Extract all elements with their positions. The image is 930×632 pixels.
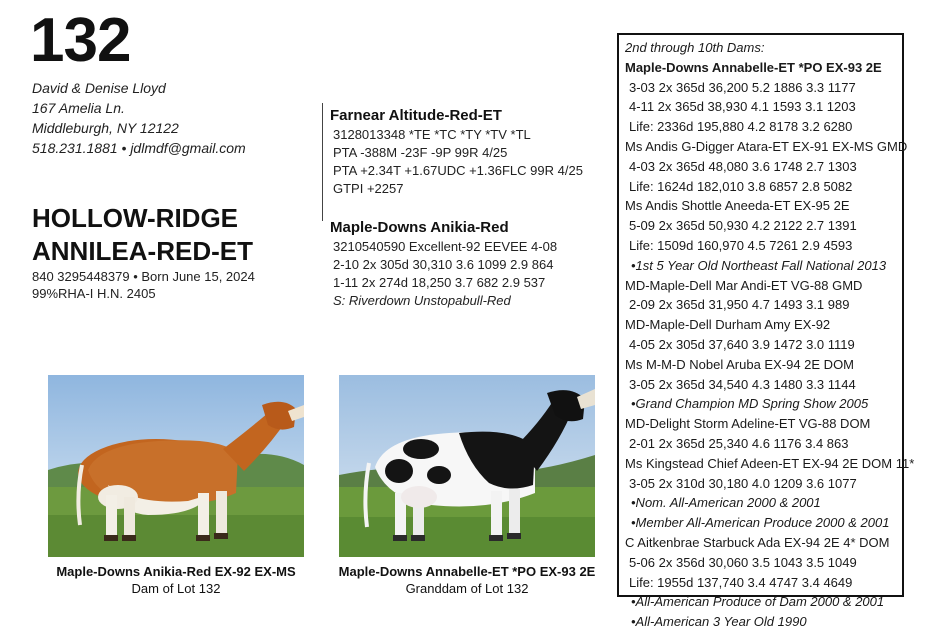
sire-line: 3128013348 *TE *TC *TY *TV *TL [333,127,531,142]
owner-address: 167 Amelia Ln. [32,100,125,116]
production-record: 5-09 2x 365d 50,930 4.2 2122 2.7 1391 [629,218,857,234]
breed-line: 99%RHA-I H.N. 2405 [32,286,156,301]
granddam-photo-title: Maple-Downs Annabelle-ET *PO EX-93 2E [338,564,596,579]
sire-line: GTPI +2257 [333,181,404,196]
production-record: Life: 1509d 160,970 4.5 7261 2.9 4593 [629,237,853,253]
dam-sire-note: S: Riverdown Unstopabull-Red [333,293,511,308]
dam-block [330,218,557,310]
dam-line: 1-11 2x 274d 18,250 3.7 682 2.9 537 [333,275,546,290]
production-record: 4-05 2x 305d 37,640 3.9 1472 3.0 1119 [629,336,855,352]
dams-heading: 2nd through 10th Dams: [625,40,765,55]
granddam-photo-subtitle: Granddam of Lot 132 [405,581,529,596]
sire-name: Farnear Altitude-Red-ET [330,107,502,124]
owner-contact: 518.231.1881 • jdlmdf@gmail.com [32,140,246,156]
production-record: 3-03 2x 365d 36,200 5.2 1886 3.3 1177 [629,79,856,95]
production-record: 4-03 2x 365d 48,080 3.6 1748 2.7 1303 [629,158,857,174]
production-record: Life: 1624d 182,010 3.8 6857 2.8 5082 [629,178,853,194]
production-record: Life: 1955d 137,740 3.4 4747 3.4 4649 [629,574,853,590]
animal-name-line1: HOLLOW-RIDGE [32,203,239,233]
dam-entry-name: MD-Delight Storm Adeline-ET VG-88 DOM [625,416,871,432]
dam-photo-caption [28,563,324,597]
red-white-cow-image [48,375,304,557]
achievement-note: •Member All-American Produce 2000 & 2001 [631,515,890,531]
black-white-cow-image [339,375,595,557]
dam-photo-subtitle: Dam of Lot 132 [131,581,221,596]
achievement-note: •1st 5 Year Old Northeast Fall National 2013 [631,257,887,273]
production-record: 2-01 2x 365d 25,340 4.6 1176 3.4 863 [629,435,849,451]
achievement-note: •Grand Champion MD Spring Show 2005 [631,396,869,412]
dam-entry-name: C Aitkenbrae Starbuck Ada EX-94 2E 4* DOM [625,534,890,550]
production-record: 3-05 2x 365d 34,540 4.3 1480 3.3 1144 [629,376,856,392]
production-record: 5-06 2x 356d 30,060 3.5 1043 3.5 1049 [629,554,857,570]
pedigree-divider [322,103,323,221]
granddam-photo-caption [319,563,615,597]
dam-photo [48,375,304,557]
owner-city: Middleburgh, NY 12122 [32,120,179,136]
dam-entry-name: Maple-Downs Annabelle-ET *PO EX-93 2E [625,59,882,75]
production-record: 4-11 2x 365d 38,930 4.1 1593 3.1 1203 [629,99,856,115]
production-record: Life: 2336d 195,880 4.2 8178 3.2 6280 [629,119,853,135]
owner-info [32,78,246,158]
dam-name: Maple-Downs Anikia-Red [330,219,509,236]
production-record: 3-05 2x 310d 30,180 4.0 1209 3.6 1077 [629,475,857,491]
dam-entry-name: Ms Kingstead Chief Adeen-ET EX-94 2E DOM 11* [625,455,915,471]
granddam-photo [339,375,595,557]
dam-entry-name: Ms Andis Shottle Aneeda-ET EX-95 2E [625,198,850,214]
dams-lines [625,58,915,632]
dam-line: 3210540590 Excellent-92 EEVEE 4-08 [333,239,558,254]
lot-number: 132 [30,6,131,75]
dam-entry-name: Ms M-M-D Nobel Aruba EX-94 2E DOM [625,356,855,372]
dam-entry-name: Ms Andis G-Digger Atara-ET EX-91 EX-MS GMD [625,138,908,154]
animal-name-line2: ANNILEA-RED-ET [32,236,253,266]
dams-list [625,38,915,632]
dam-photo-title: Maple-Downs Anikia-Red EX-92 EX-MS [56,564,296,579]
owner-names: David & Denise Lloyd [32,80,166,96]
production-record: 2-09 2x 365d 31,950 4.7 1493 3.1 989 [629,297,850,313]
sire-line: PTA -388M -23F -9P 99R 4/25 [333,145,508,160]
achievement-note: •All-American 3 Year Old 1990 [631,614,807,630]
sire-block [330,106,583,198]
achievement-note: •Nom. All-American 2000 & 2001 [631,495,821,511]
dam-line: 2-10 2x 305d 30,310 3.6 1099 2.9 864 [333,257,554,272]
registration-line: 840 3295448379 • Born June 15, 2024 [32,269,255,284]
dam-entry-name: MD-Maple-Dell Durham Amy EX-92 [625,317,831,333]
achievement-note: •All-American Produce of Dam 2000 & 2001 [631,594,885,610]
animal-name [32,202,253,268]
animal-registration [32,268,255,302]
sire-line: PTA +2.34T +1.67UDC +1.36FLC 99R 4/25 [333,163,583,178]
dam-entry-name: MD-Maple-Dell Mar Andi-ET VG-88 GMD [625,277,863,293]
